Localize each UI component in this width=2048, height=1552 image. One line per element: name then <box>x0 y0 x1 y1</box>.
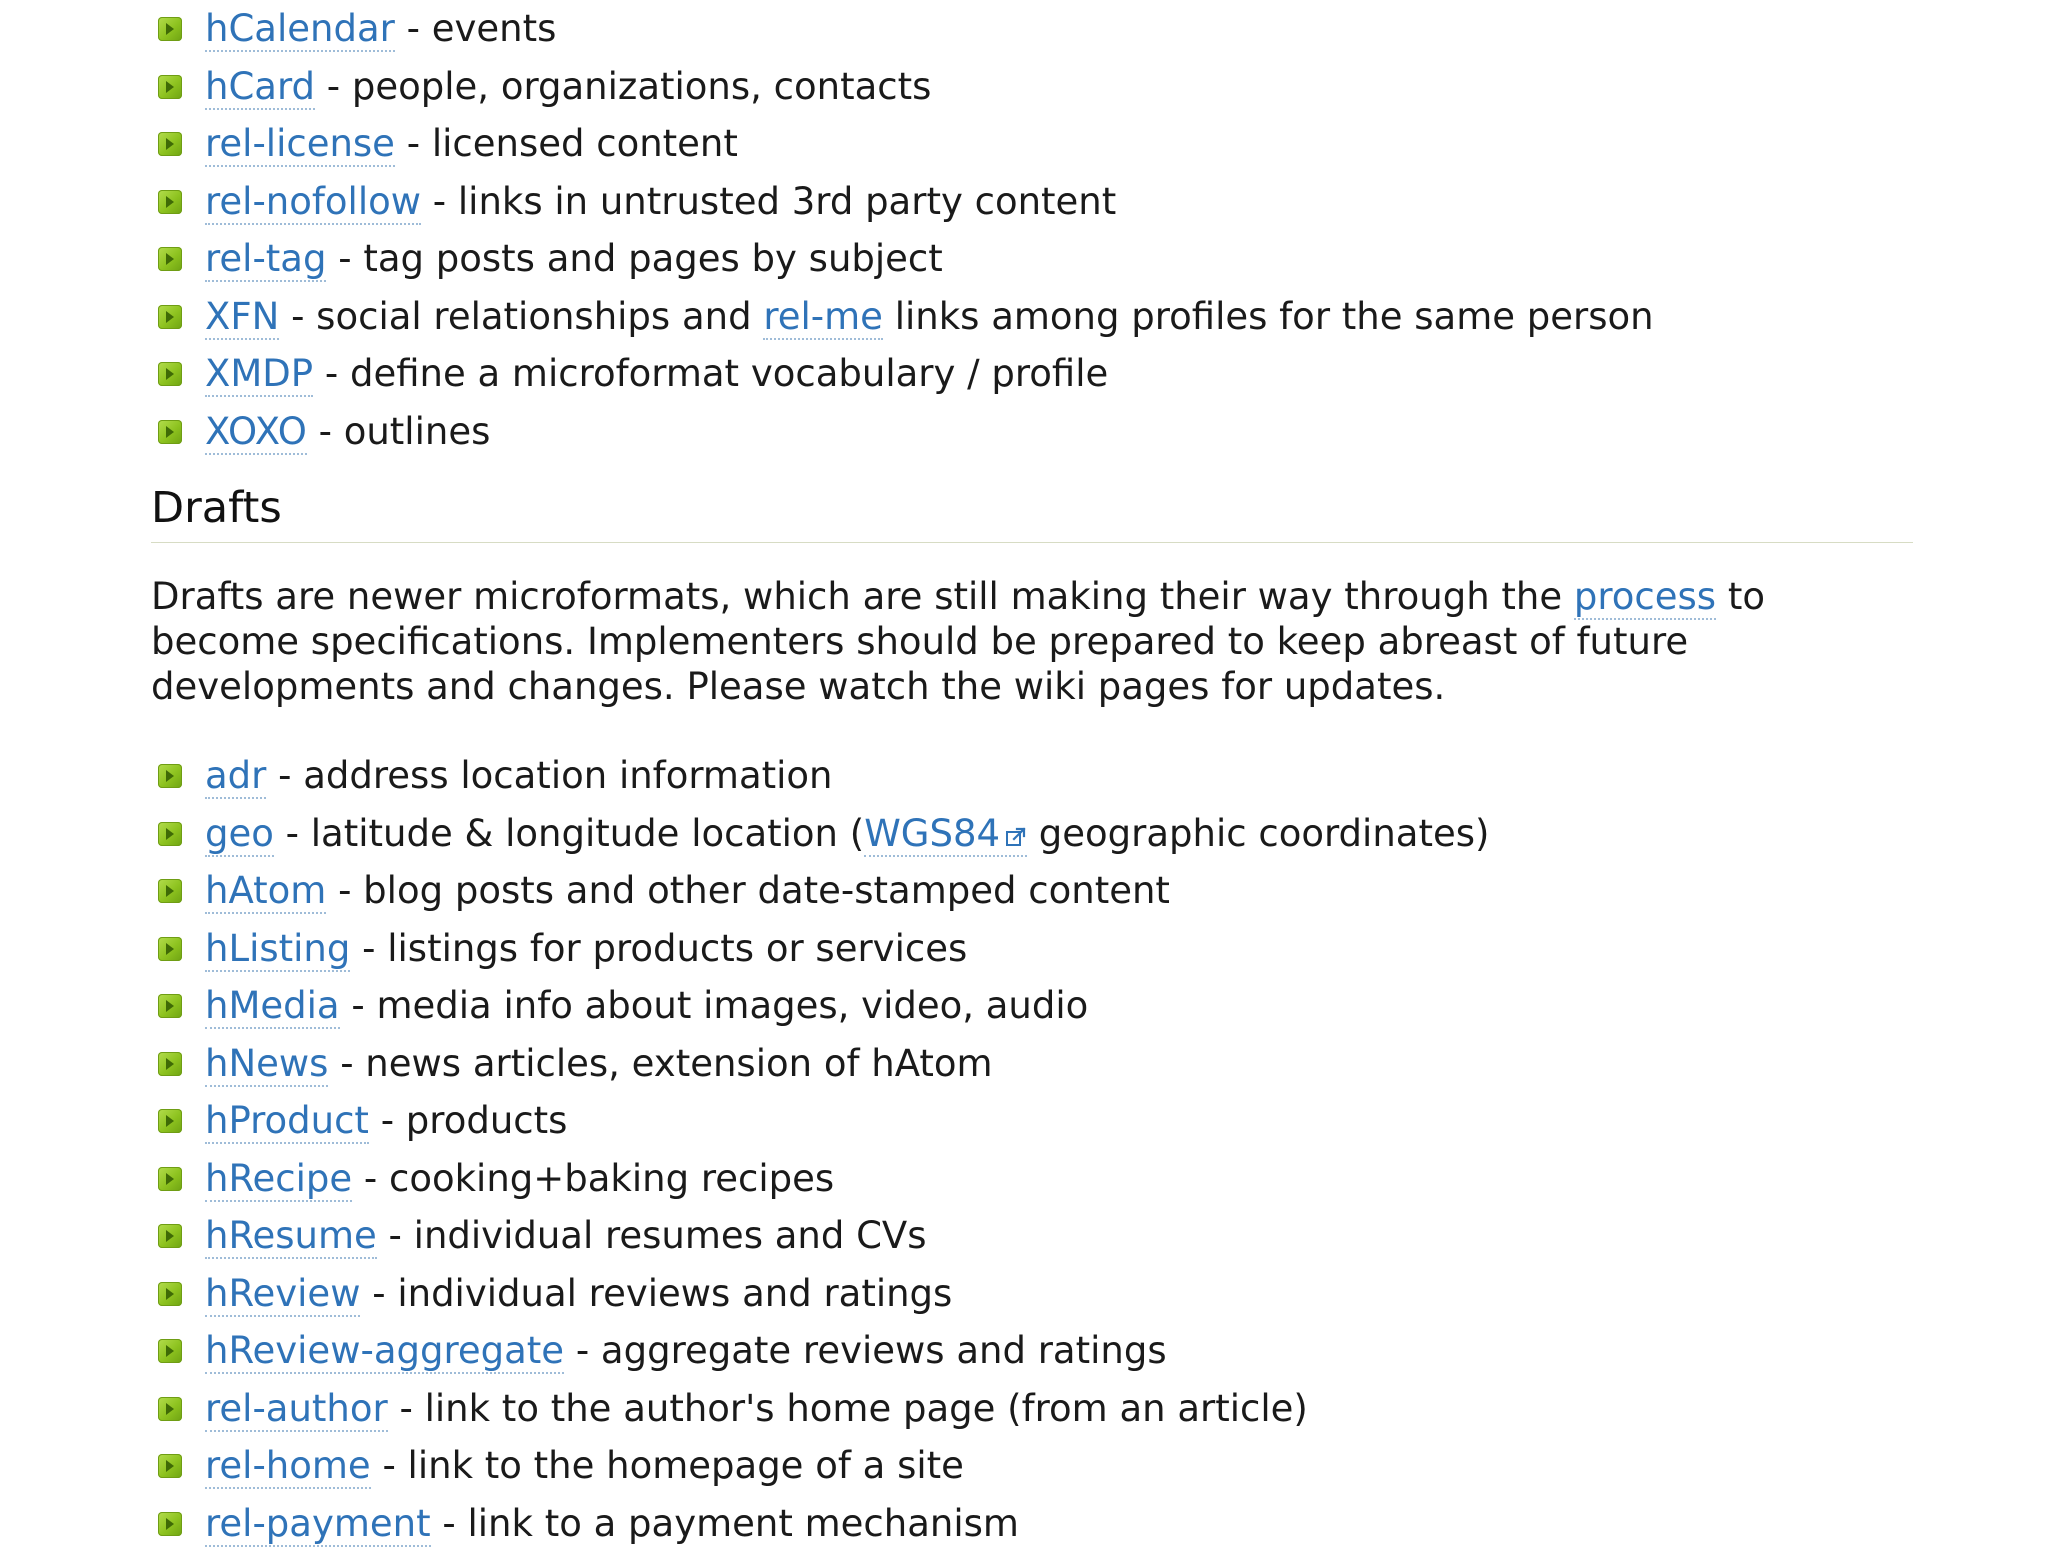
item-description: - tag posts and pages by subject <box>326 237 942 280</box>
item-description: links among profiles for the same person <box>883 295 1654 338</box>
list-item <box>151 1437 1489 1495</box>
item-description: - people, organizations, contacts <box>315 65 931 108</box>
item-description: - cooking+baking recipes <box>352 1157 834 1200</box>
bullet-arrow-icon <box>158 764 182 788</box>
bullet-arrow-icon <box>158 937 182 961</box>
bullet-arrow-icon <box>158 994 182 1018</box>
link-hnews[interactable]: hNews <box>205 1042 328 1087</box>
list-item <box>151 1380 1489 1438</box>
list-item <box>151 0 1654 58</box>
bullet-arrow-icon <box>158 247 182 271</box>
bullet-arrow-icon <box>158 190 182 214</box>
bullet-arrow-icon <box>158 362 182 386</box>
link-geo[interactable]: geo <box>205 812 274 857</box>
list-item <box>151 1150 1489 1208</box>
link-rel-author[interactable]: rel-author <box>205 1387 388 1432</box>
item-description: - blog posts and other date-stamped content <box>326 869 1170 912</box>
link-rel-me[interactable]: rel-me <box>763 295 883 340</box>
specifications-list <box>151 0 1654 460</box>
bullet-arrow-icon <box>158 1224 182 1248</box>
item-description: - latitude & longitude location ( <box>274 812 864 855</box>
drafts-heading: Drafts <box>151 478 1913 543</box>
bullet-arrow-icon <box>158 1109 182 1133</box>
list-item <box>151 977 1489 1035</box>
item-description: geographic coordinates) <box>1027 812 1489 855</box>
bullet-arrow-icon <box>158 75 182 99</box>
list-item <box>151 920 1489 978</box>
bullet-arrow-icon <box>158 1282 182 1306</box>
drafts-list <box>151 747 1489 1552</box>
bullet-arrow-icon <box>158 1052 182 1076</box>
link-hproduct[interactable]: hProduct <box>205 1099 369 1144</box>
list-item <box>151 1035 1489 1093</box>
item-description: - products <box>369 1099 567 1142</box>
bullet-arrow-icon <box>158 879 182 903</box>
link-rel-tag[interactable]: rel-tag <box>205 237 326 282</box>
bullet-arrow-icon <box>158 1339 182 1363</box>
bullet-arrow-icon <box>158 1512 182 1536</box>
item-description: - individual resumes and CVs <box>377 1214 927 1257</box>
bullet-arrow-icon <box>158 420 182 444</box>
item-description: - link to the author's home page (from an article) <box>388 1387 1308 1430</box>
intro-text: to become specifications. Implementers should be prepared to keep abreast of future developments and changes. Please watch the wiki pages for updates. <box>151 575 1765 708</box>
bullet-arrow-icon <box>158 132 182 156</box>
link-xmdp[interactable]: XMDP <box>205 352 313 397</box>
list-item <box>151 345 1654 403</box>
list-item <box>151 115 1654 173</box>
link-hresume[interactable]: hResume <box>205 1214 377 1259</box>
bullet-arrow-icon <box>158 1167 182 1191</box>
external-link-icon <box>1005 817 1027 839</box>
list-item <box>151 747 1489 805</box>
link-hlisting[interactable]: hListing <box>205 927 350 972</box>
item-description: - listings for products or services <box>350 927 967 970</box>
item-description: - events <box>395 7 557 50</box>
link-rel-license[interactable]: rel-license <box>205 122 395 167</box>
drafts-intro-paragraph <box>151 574 1913 709</box>
list-item <box>151 288 1654 346</box>
item-description: - social relationships and <box>279 295 763 338</box>
item-description: - address location information <box>266 754 832 797</box>
item-description: - link to the homepage of a site <box>371 1444 964 1487</box>
item-description: - news articles, extension of hAtom <box>328 1042 992 1085</box>
link-hcalendar[interactable]: hCalendar <box>205 7 395 52</box>
list-item <box>151 230 1654 288</box>
item-description: - links in untrusted 3rd party content <box>421 180 1116 223</box>
item-description: - outlines <box>307 410 491 453</box>
link-hrecipe[interactable]: hRecipe <box>205 1157 352 1202</box>
item-description: - define a microformat vocabulary / profile <box>313 352 1108 395</box>
link-xfn[interactable]: XFN <box>205 295 279 340</box>
link-hatom[interactable]: hAtom <box>205 869 326 914</box>
link-xoxo[interactable]: XOXO <box>205 410 307 455</box>
link-hmedia[interactable]: hMedia <box>205 984 340 1029</box>
link-hcard[interactable]: hCard <box>205 65 315 110</box>
list-item <box>151 1265 1489 1323</box>
item-description: - individual reviews and ratings <box>360 1272 952 1315</box>
item-description: - media info about images, video, audio <box>340 984 1089 1027</box>
link-hreview-aggregate[interactable]: hReview-aggregate <box>205 1329 564 1374</box>
list-item <box>151 173 1654 231</box>
list-item <box>151 1322 1489 1380</box>
link-wgs84[interactable] <box>864 812 1027 857</box>
item-description: - link to a payment mechanism <box>431 1502 1019 1545</box>
link-rel-payment[interactable]: rel-payment <box>205 1502 431 1547</box>
link-rel-home[interactable]: rel-home <box>205 1444 371 1489</box>
list-item <box>151 403 1654 461</box>
list-item <box>151 58 1654 116</box>
list-item <box>151 1207 1489 1265</box>
bullet-arrow-icon <box>158 305 182 329</box>
link-wgs84-label: WGS84 <box>864 812 1000 855</box>
link-adr[interactable]: adr <box>205 754 266 799</box>
bullet-arrow-icon <box>158 1397 182 1421</box>
link-rel-nofollow[interactable]: rel-nofollow <box>205 180 421 225</box>
link-hreview[interactable]: hReview <box>205 1272 360 1317</box>
list-item <box>151 805 1489 863</box>
list-item <box>151 1092 1489 1150</box>
bullet-arrow-icon <box>158 822 182 846</box>
bullet-arrow-icon <box>158 17 182 41</box>
link-process[interactable]: process <box>1574 575 1716 620</box>
item-description: - aggregate reviews and ratings <box>564 1329 1167 1372</box>
list-item <box>151 862 1489 920</box>
bullet-arrow-icon <box>158 1454 182 1478</box>
list-item <box>151 1495 1489 1552</box>
intro-text: Drafts are newer microformats, which are still making their way through the <box>151 575 1574 618</box>
item-description: - licensed content <box>395 122 738 165</box>
